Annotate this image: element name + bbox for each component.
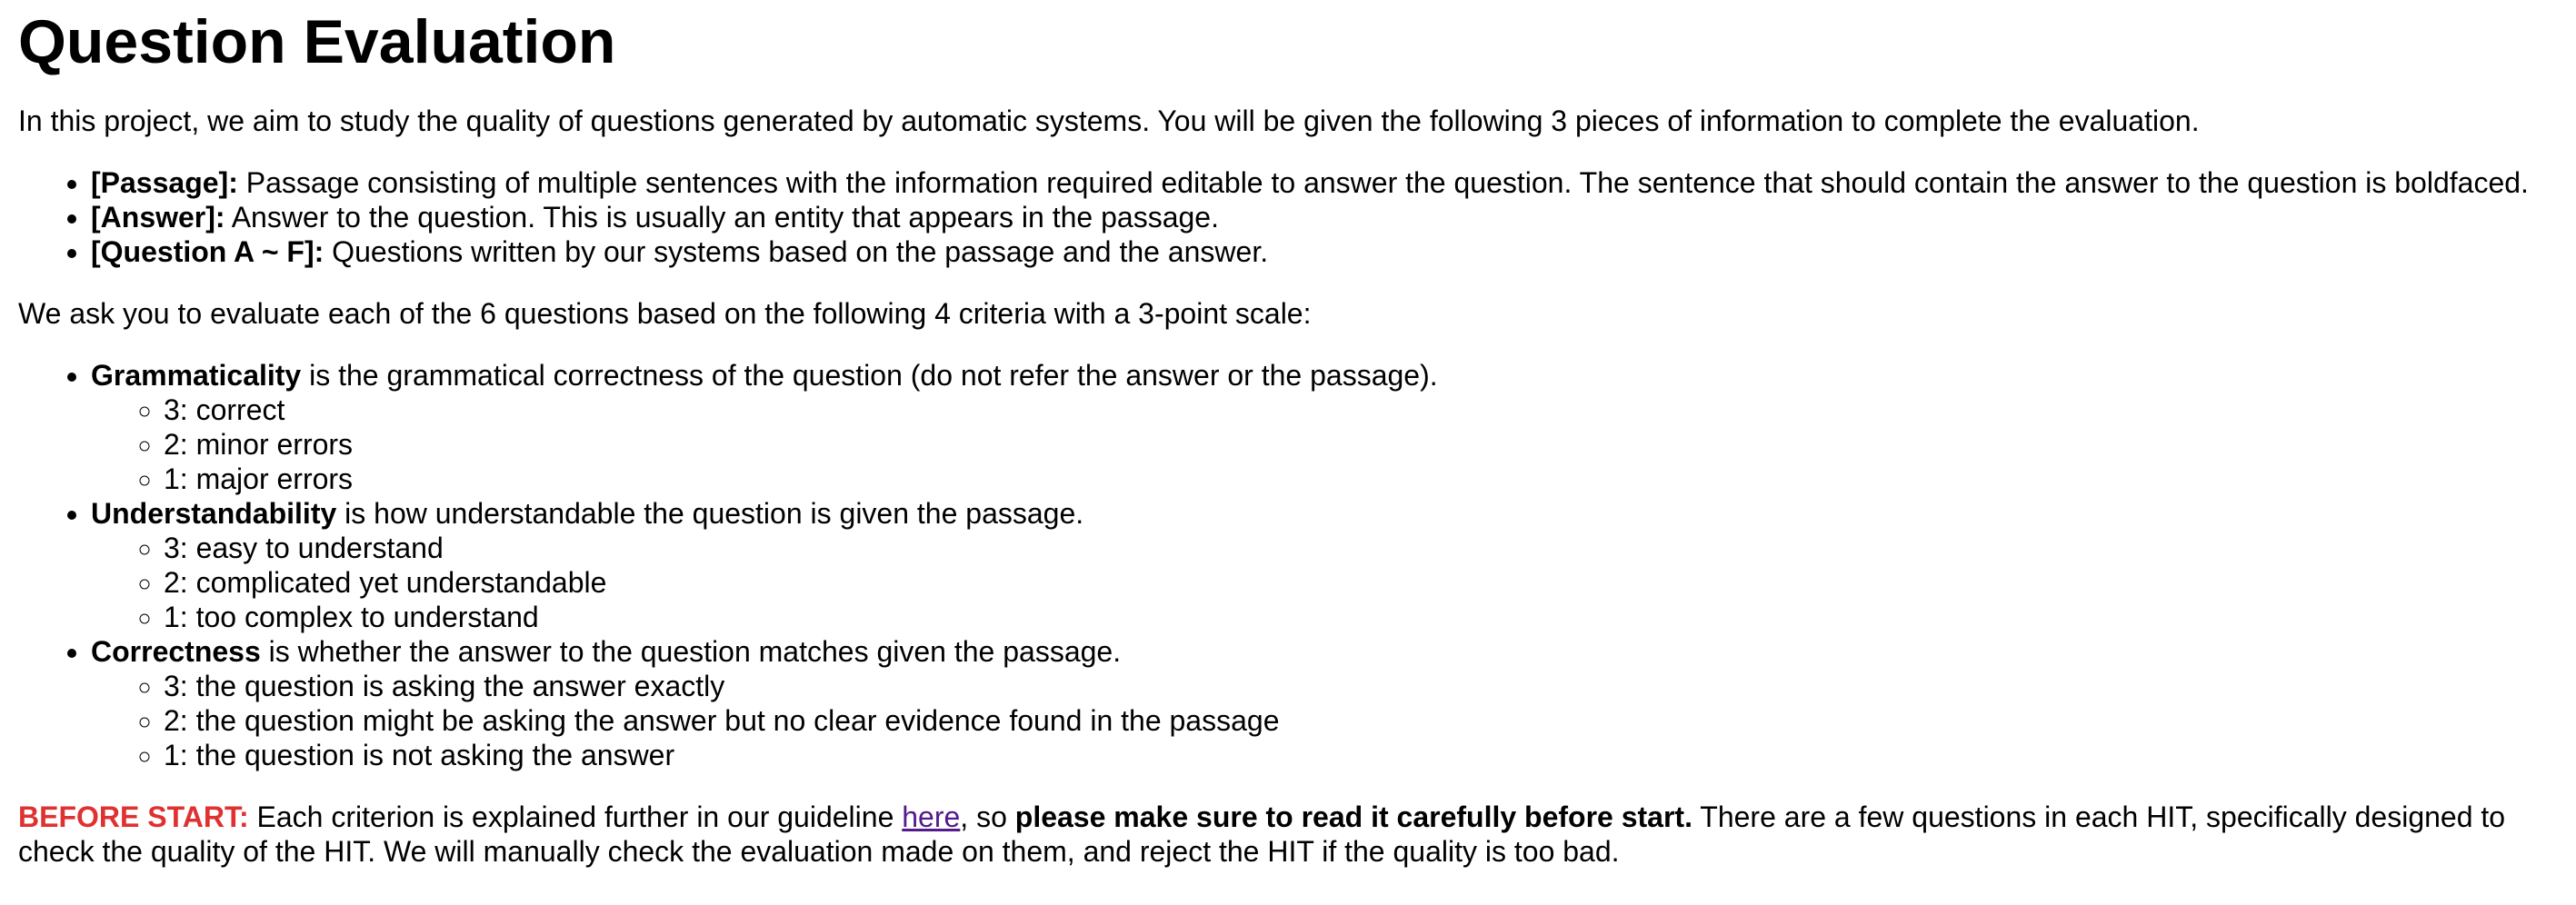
criterion-desc: is how understandable the question is given the passage.	[336, 497, 1084, 530]
criterion-name: Understandability	[91, 497, 337, 530]
criterion-name: Grammaticality	[91, 359, 302, 392]
info-desc: Answer to the question. This is usually an entity that appears in the passage.	[225, 201, 1219, 234]
intro-paragraph: In this project, we aim to study the quality of questions generated by automatic systems. You will be given the following 3 pieces of information to complete the evaluation.	[18, 104, 2200, 137]
criterion-levels	[91, 531, 2558, 634]
page-title: Question Evaluation	[18, 7, 616, 76]
criteria-intro: We ask you to evaluate each of the 6 questions based on the following 4 criteria with a 3-point scale:	[18, 297, 1312, 330]
before-start-text: Each criterion is explained further in our guideline	[248, 801, 903, 833]
criteria-list	[18, 358, 2558, 772]
info-term: [Answer]:	[91, 201, 225, 234]
info-item-answer	[91, 200, 2558, 234]
level-item: ◦ 2: complicated yet understandable	[164, 565, 2558, 600]
level-item: ◦ 3: correct	[164, 393, 2558, 427]
info-term: [Passage]:	[91, 166, 238, 199]
info-item-questions	[91, 234, 2558, 269]
before-start-label: BEFORE START:	[18, 801, 249, 833]
criterion-understandability	[91, 496, 2558, 634]
level-item: ◦ 1: major errors	[164, 462, 2558, 496]
criterion-levels	[91, 669, 2558, 772]
level-item: ◦ 2: the question might be asking the answer but no clear evidence found in the passage	[164, 703, 2558, 738]
before-start-text: , so	[960, 801, 1015, 833]
criterion-name: Correctness	[91, 635, 261, 668]
info-list	[18, 165, 2558, 269]
criterion-grammaticality	[91, 358, 2558, 496]
info-desc: Passage consisting of multiple sentences with the information required editable to answer the question. The sentence that should contain the answer to the question is boldfaced.	[237, 166, 2529, 199]
before-start-paragraph	[18, 800, 2558, 869]
guideline-link[interactable]: here	[902, 801, 961, 833]
criterion-desc: is whether the answer to the question matches given the passage.	[260, 635, 1122, 668]
before-start-emphasis: please make sure to read it carefully before start.	[1014, 801, 1692, 833]
info-term: [Question A ~ F]:	[91, 235, 324, 268]
criterion-levels	[91, 393, 2558, 496]
info-desc: Questions written by our systems based on the passage and the answer.	[324, 235, 1269, 268]
criterion-desc: is the grammatical correctness of the question (do not refer the answer or the passage).	[301, 359, 1438, 392]
level-item: ◦ 3: easy to understand	[164, 531, 2558, 565]
level-item: ◦ 1: the question is not asking the answer	[164, 738, 2558, 772]
level-item: ◦ 3: the question is asking the answer exactly	[164, 669, 2558, 703]
before-start-text: There are a few questions in each HIT, specifically designed to check the quality of the HIT. We will manually check the evaluation made on them, and reject the HIT if the quality is too bad.	[18, 801, 2506, 868]
level-item: ◦ 1: too complex to understand	[164, 600, 2558, 634]
level-item: ◦ 2: minor errors	[164, 427, 2558, 462]
criterion-correctness	[91, 634, 2558, 772]
info-item-passage	[91, 165, 2558, 200]
